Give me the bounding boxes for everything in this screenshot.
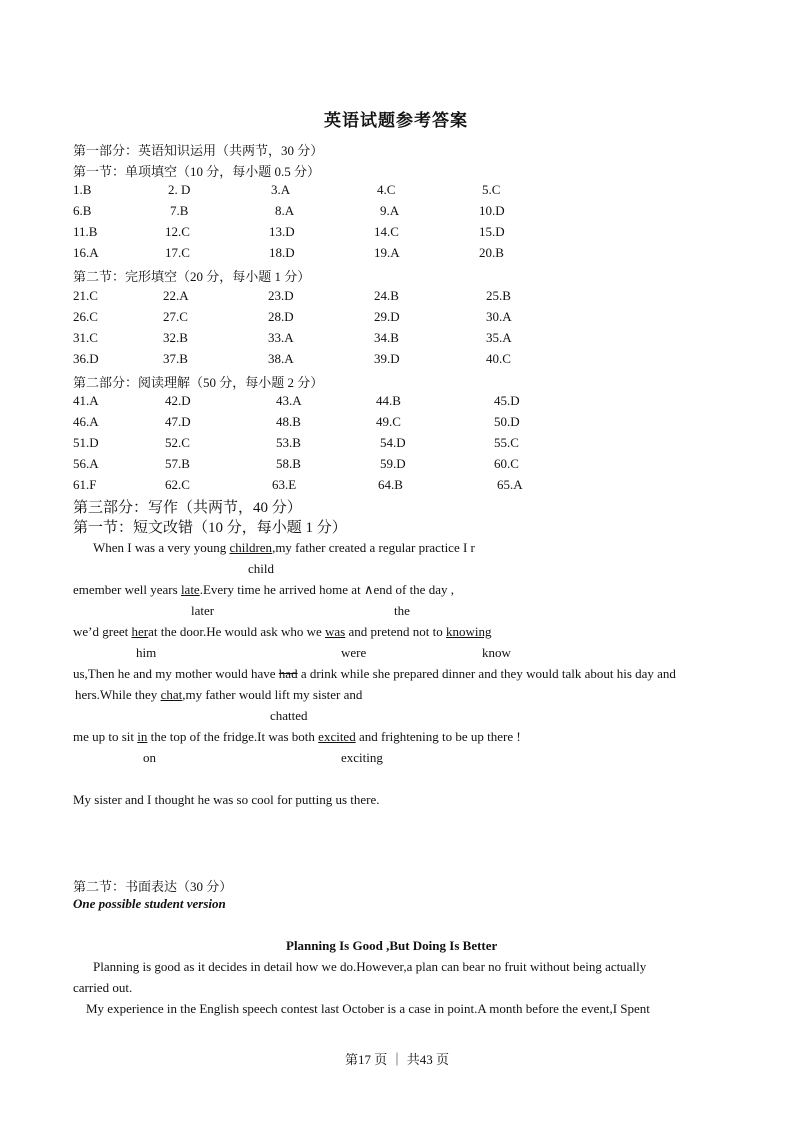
error-word: her bbox=[131, 624, 149, 639]
answer-item: 42.D bbox=[165, 393, 191, 408]
answer-item: 51.D bbox=[73, 435, 99, 450]
answer-item: 61.F bbox=[73, 477, 97, 492]
answer-item: 33.A bbox=[268, 330, 294, 345]
answer-item: 3.A bbox=[271, 182, 291, 197]
answer-item: 23.D bbox=[268, 288, 294, 303]
passage-line bbox=[73, 666, 676, 682]
text-span: and pretend not to bbox=[345, 624, 446, 639]
answer-item: 17.C bbox=[165, 245, 190, 260]
text-span: When I was a very young bbox=[93, 540, 230, 555]
correction-word: later bbox=[191, 603, 215, 618]
answer-item: 16.A bbox=[73, 245, 99, 260]
text-span: at the door.He would ask who we bbox=[148, 624, 325, 639]
answer-item: 15.D bbox=[479, 224, 505, 239]
answer-item: 58.B bbox=[276, 456, 301, 471]
text-span: us,Then he and my mother would have bbox=[73, 666, 279, 681]
answer-item: 37.B bbox=[163, 351, 188, 366]
answer-item: 9.A bbox=[380, 203, 400, 218]
correction-word: on bbox=[143, 750, 156, 765]
answer-item: 49.C bbox=[376, 414, 401, 429]
answer-item: 30.A bbox=[486, 309, 512, 324]
text-span: and frightening to be up there ! bbox=[355, 729, 521, 744]
answer-item: 27.C bbox=[163, 309, 188, 324]
answer-item: 52.C bbox=[165, 435, 190, 450]
part3-sec2-heading: 第二节：书面表达（30 分） bbox=[73, 879, 233, 894]
answer-item: 13.D bbox=[269, 224, 295, 239]
error-word: in bbox=[137, 729, 148, 744]
essay-paragraph-line: My experience in the English speech contest last October is a case in point.A month before the event,I Spent bbox=[86, 1001, 650, 1016]
answer-item: 48.B bbox=[276, 414, 301, 429]
answer-item: 26.C bbox=[73, 309, 98, 324]
answer-item: 24.B bbox=[374, 288, 399, 303]
answer-item: 50.D bbox=[494, 414, 520, 429]
passage-line bbox=[73, 624, 491, 640]
answer-item: 29.D bbox=[374, 309, 400, 324]
answer-item: 54.D bbox=[380, 435, 406, 450]
passage-line bbox=[73, 729, 521, 745]
passage-line bbox=[73, 582, 454, 598]
passage-line: My sister and I thought he was so cool for putting us there. bbox=[73, 792, 380, 807]
answer-item: 12.C bbox=[165, 224, 190, 239]
error-word: children bbox=[229, 540, 273, 555]
answer-item: 41.A bbox=[73, 393, 99, 408]
answer-item: 65.A bbox=[497, 477, 523, 492]
answer-item: 62.C bbox=[165, 477, 190, 492]
passage-line bbox=[75, 687, 362, 703]
answer-item: 59.D bbox=[380, 456, 406, 471]
answer-item: 6.B bbox=[73, 203, 92, 218]
answer-item: 45.D bbox=[494, 393, 520, 408]
error-word: knowing bbox=[445, 624, 492, 639]
answer-item: 55.C bbox=[494, 435, 519, 450]
text-span: end of the day , bbox=[373, 582, 454, 597]
page-footer: 第17 页 ｜ 共43 页 bbox=[345, 1052, 450, 1067]
answer-item: 11.B bbox=[73, 224, 98, 239]
passage-line bbox=[93, 540, 475, 556]
answer-item: 18.D bbox=[269, 245, 295, 260]
correction-word: him bbox=[136, 645, 157, 660]
answer-item: 25.B bbox=[486, 288, 511, 303]
correction-word: child bbox=[248, 561, 274, 576]
answer-item: 46.A bbox=[73, 414, 99, 429]
answer-item: 5.C bbox=[482, 182, 501, 197]
part1-sec1-heading: 第一节：单项填空（10 分，每小题 0.5 分） bbox=[73, 164, 321, 179]
answer-item: 36.D bbox=[73, 351, 99, 366]
part3-sec1-heading: 第一节：短文改错（10 分，每小题 1 分） bbox=[73, 520, 347, 536]
error-word: chat bbox=[160, 687, 183, 702]
text-span: .Every time he arrived home at bbox=[199, 582, 364, 597]
answer-item: 60.C bbox=[494, 456, 519, 471]
essay-title: Planning Is Good ,But Doing Is Better bbox=[286, 938, 498, 953]
answer-item: 4.C bbox=[377, 182, 396, 197]
answer-item: 1.B bbox=[73, 182, 92, 197]
answer-item: 40.C bbox=[486, 351, 511, 366]
correction-word: were bbox=[341, 645, 367, 660]
answer-item: 31.C bbox=[73, 330, 98, 345]
error-word: excited bbox=[318, 729, 356, 744]
part2-heading: 第二部分：阅读理解（50 分，每小题 2 分） bbox=[73, 375, 324, 390]
answer-item: 10.D bbox=[479, 203, 505, 218]
answer-item: 8.A bbox=[275, 203, 295, 218]
answer-item: 19.A bbox=[374, 245, 400, 260]
answer-item: 32.B bbox=[163, 330, 188, 345]
essay-paragraph-line: Planning is good as it decides in detail how we do.However,a plan can bear no fruit without being actually bbox=[93, 959, 647, 974]
text-span: ,my father would lift my sister and bbox=[182, 687, 363, 702]
answer-item: 56.A bbox=[73, 456, 99, 471]
text-span: the top of the fridge.It was both bbox=[147, 729, 319, 744]
answer-item: 43.A bbox=[276, 393, 302, 408]
text-span: we’d greet bbox=[73, 624, 132, 639]
answer-item: 34.B bbox=[374, 330, 399, 345]
answer-item: 44.B bbox=[376, 393, 401, 408]
page-title: 英语试题参考答案 bbox=[324, 111, 468, 130]
text-span: hers.While they bbox=[75, 687, 161, 702]
part1-heading: 第一部分：英语知识运用（共两节，30 分） bbox=[73, 143, 324, 158]
error-word: late bbox=[180, 582, 200, 597]
part3-heading: 第三部分：写作（共两节，40 分） bbox=[73, 500, 302, 516]
text-span: ,my father created a regular practice I r bbox=[272, 540, 475, 555]
answer-item: 2. D bbox=[168, 182, 191, 197]
answer-item: 21.C bbox=[73, 288, 98, 303]
answer-item: 57.B bbox=[165, 456, 190, 471]
answer-item: 20.B bbox=[479, 245, 504, 260]
correction-word: chatted bbox=[270, 708, 308, 723]
answer-item: 22.A bbox=[163, 288, 189, 303]
answer-item: 53.B bbox=[276, 435, 301, 450]
deleted-word: had bbox=[278, 666, 298, 681]
version-label: One possible student version bbox=[73, 896, 226, 911]
text-span: me up to sit bbox=[73, 729, 138, 744]
answer-item: 14.C bbox=[374, 224, 399, 239]
essay-paragraph-line: carried out. bbox=[73, 980, 133, 995]
answer-item: 35.A bbox=[486, 330, 512, 345]
answer-item: 7.B bbox=[170, 203, 189, 218]
text-span: a drink while she prepared dinner and they would talk about his day and bbox=[297, 666, 676, 681]
part1-sec2-heading: 第二节：完形填空（20 分，每小题 1 分） bbox=[73, 269, 311, 284]
correction-word: know bbox=[482, 645, 511, 660]
answer-item: 28.D bbox=[268, 309, 294, 324]
answer-item: 39.D bbox=[374, 351, 400, 366]
answer-item: 38.A bbox=[268, 351, 294, 366]
error-word: was bbox=[325, 624, 346, 639]
answer-item: 63.E bbox=[272, 477, 297, 492]
answer-item: 64.B bbox=[378, 477, 403, 492]
correction-word: the bbox=[394, 603, 410, 618]
correction-word: exciting bbox=[341, 750, 383, 765]
text-span: emember well years bbox=[73, 582, 181, 597]
insert-caret: ∧ bbox=[363, 582, 374, 597]
answer-item: 47.D bbox=[165, 414, 191, 429]
